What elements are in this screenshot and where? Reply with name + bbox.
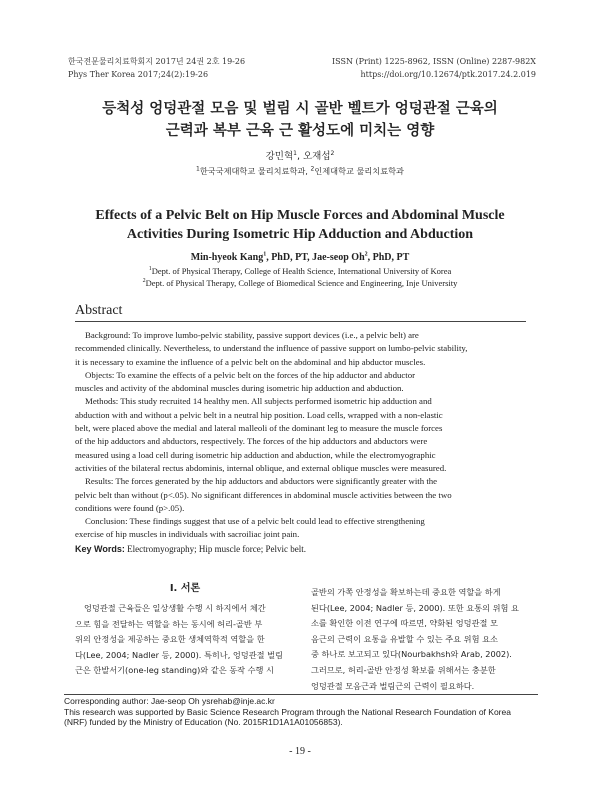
abstract-line: pelvic belt than without (p<.05). No significant differences in abdominal muscle activities between the two [75,489,452,500]
korean-author-1: 강민혁 [265,151,294,162]
funding-line: This research was supported by Basic Science Research Program through the National Research Foundation of Korea [64,706,511,717]
body-line: 엉덩관절 근육들은 일상생활 수행 시 하지에서 체간 [84,603,266,613]
body-line: 된다(Lee, 2004; Nadler 등, 2000). 또한 요통의 위험 요 [311,602,519,613]
abstract-heading: Abstract [75,303,123,318]
english-affiliation-1: $^1$Dept. of Physical Therapy, College of Health Science, International University of Korea [148,266,452,276]
abstract-line: of the hip adductors and abductors, respectively. The forces of the hip adductors and abductors were [75,436,428,447]
abstract-line: Results: The forces generated by the hip adductors and abductors were significantly greater with the [85,476,438,487]
abstract-rule [75,321,526,322]
corresponding-author: Corresponding author: Jae-seop Oh ysrehab@inje.ac.kr [64,696,275,706]
journal-header-citation: Phys Ther Korea 2017;24(2):19-26 [68,70,209,79]
english-title-line1: Effects of a Pelvic Belt on Hip Muscle Forces and Abdominal Muscle [95,208,505,223]
page-number: - 19 - [289,746,311,757]
body-line: 소를 확인한 이전 연구에 따르면, 약화된 엉덩관절 모 [311,618,498,629]
abstract-line: measured using a load cell during isometric hip adduction and abduction, while the electromyographic [75,449,436,460]
body-line: 중 하나로 보고되고 있다(Nourbakhsh와 Arab, 2002). [311,649,512,660]
korean-affiliations: $^1$한국국제대학교 물리치료학과, $^2$인제대학교 물리치료학과 [196,165,404,176]
abstract-line: Methods: This study recruited 14 healthy men. All subjects performed isometric hip adduction and [85,396,432,407]
journal-header-korean: 한국전문물리치료학회지 2017년 24권 2호 19-26 [68,57,246,66]
footnote-rule [64,694,538,695]
abstract-body [75,329,526,542]
keywords [75,543,306,556]
abstract-line: it is necessary to examine the influence of a pelvic belt on the abdominal and hip abductor muscles. [75,356,426,367]
body-line: 음근의 근력이 요통을 유발할 수 있는 주요 위험 요소 [311,633,498,644]
abstract-line: exercise of hip muscles in individuals with sacroiliac joint pain. [75,529,300,540]
body-line: 그러므로, 허리-골반 안정성 확보를 위해서는 충분한 [311,664,496,675]
journal-doi: https://doi.org/10.12674/ptk.2017.24.2.019 [360,70,536,79]
left-column [75,601,293,679]
body-line: 으로 힘을 전달하는 역할을 하는 동시에 허리-골반 부 [75,618,263,629]
abstract-line: recommended clinically. Nevertheless, to understand the influence of passive support on lumbo-pelvic stability, [75,343,468,354]
abstract-line: belt, were placed above the medial and lateral malleoli of the dominant leg to measure the muscle forces [75,423,443,434]
korean-title-line2: 근력과 복부 근육 근 활성도에 미치는 영향 [165,123,435,139]
abstract-line: abduction with and without a pelvic belt in a neutral hip position. Load cells, wrapped with a non-elastic [75,409,443,420]
section-heading: Ⅰ. 서론 [169,583,201,594]
abstract-line: muscles and activity of the abdominal muscles during isometric hip adduction and abduction. [75,383,404,394]
body-line: 엉덩관절 모음근과 벌림근의 근력이 필요하다. [311,680,475,691]
english-authors: Min-hyeok Kang$^1$, PhD, PT, Jae-seop Oh$^2$, PhD, PT [190,251,410,263]
english-title-line2: Activities During Isometric Hip Adduction and Abduction [126,227,474,242]
abstract-line: Objects: To examine the effects of a pelvic belt on the forces of the hip adductor and abductor [85,369,416,380]
journal-issn: ISSN (Print) 1225-8962, ISSN (Online) 2287-982X [332,57,536,66]
abstract-line: conditions were found (p>.05). [75,502,185,513]
korean-author-2: , 오재섭 [296,151,331,162]
footnote [64,696,544,728]
keywords-label: Key Words: [75,544,125,554]
korean-title-line1: 등척성 엉덩관절 모음 및 벌림 시 골반 벨트가 엉덩관절 근육의 [102,101,498,117]
body-line: 골반의 가쪽 안정성을 확보하는데 중요한 역할을 하게 [311,587,501,597]
abstract-line: Background: To improve lumbo-pelvic stability, passive support devices (i.e., a pelvic belt) are [85,330,419,340]
funding-line: (NRF) funded by the Ministry of Education (No. 2015R1D1A1A01056853). [64,717,343,727]
abstract-line: activities of the bilateral rectus abdominis, internal oblique, and external oblique muscles were measured. [75,462,447,473]
right-column [311,585,529,694]
body-line: 근은 한발서기(one-leg standing)와 같은 동작 수행 시 [75,665,274,676]
body-line: 다(Lee, 2004; Nadler 등, 2000). 특히나, 엉덩관절 벌림 [75,649,283,660]
english-affiliation-2: $^2$Dept. of Physical Therapy, College of Biomedical Science and Engineering, Inje University [142,278,458,288]
keywords-text: Electromyography; Hip muscle force; Pelvic belt. [124,544,307,554]
body-line: 위의 안정성을 제공하는 중요한 생체역학적 역할을 한 [75,634,265,645]
abstract-line: Conclusion: These findings suggest that use of a pelvic belt could lead to effective strengthening [85,516,425,527]
korean-authors: 강민혁$^1$, 오재섭$^2$ [265,149,335,162]
